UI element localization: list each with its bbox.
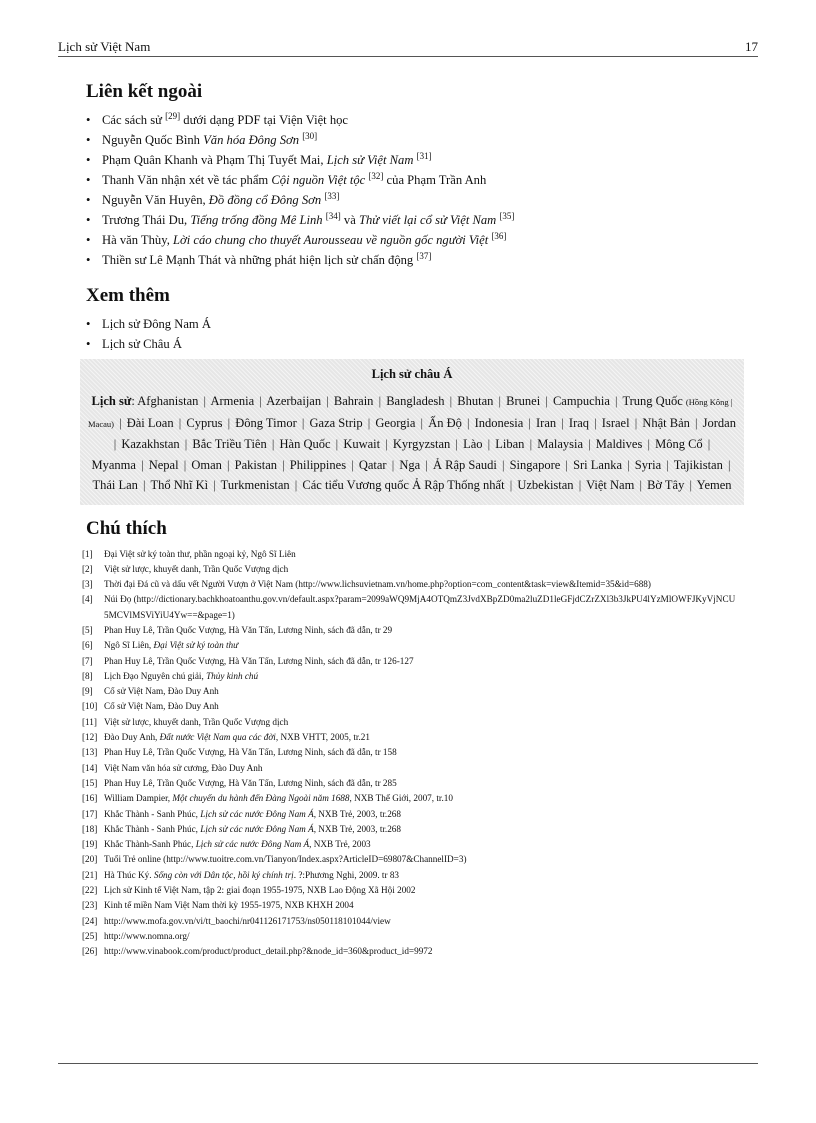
note-number[interactable]: [11] [82, 716, 97, 727]
note-number[interactable]: [6] [82, 640, 93, 651]
navbox-subnote[interactable]: (Hồng Kông | Macau) [88, 397, 733, 429]
link-text[interactable]: Nguyễn Văn Huyên, [102, 193, 209, 207]
note-item [82, 776, 736, 791]
navbox-country-link[interactable]: Iraq [568, 415, 590, 430]
note-title: Lịch sử các nước Đông Nam Á [195, 839, 310, 850]
navbox-country-link[interactable]: Đài Loan [126, 415, 174, 430]
note-number[interactable]: [26] [82, 946, 98, 957]
note-text: Núi Đọ (http://dictionary.bachkhoatoanthu.gov.vn/default.aspx?param=2099aWQ9MjA4OTQmZ3JvdXBpZD0ma2luZD1leGFjdCZrZXl3b3JkPU4lYzMlOWFJKyVjNCU5MCVlMSViYiU4Yw==&page=1) [104, 594, 736, 620]
note-number[interactable]: [15] [82, 777, 98, 788]
link-title[interactable]: Lịch sử Việt Nam [326, 153, 414, 167]
navbox-country-link[interactable]: Georgia [375, 415, 416, 430]
navbox-country-link[interactable]: Uzbekistan [517, 478, 574, 492]
external-links-section [86, 80, 736, 270]
note-number[interactable]: [18] [82, 823, 98, 834]
link-text[interactable]: Thanh Văn nhận xét về tác phẩm [102, 173, 272, 187]
note-number[interactable]: [10] [82, 701, 98, 712]
note-text: http://www.nomna.org/ [104, 930, 190, 941]
reference-mark[interactable]: [30] [302, 131, 318, 141]
reference-mark[interactable]: [37] [416, 251, 432, 261]
navbox-separator: | [213, 478, 216, 492]
navbox-country-link[interactable]: Tajikistan [673, 457, 723, 472]
note-item [82, 745, 736, 760]
note-number[interactable]: [17] [82, 808, 98, 819]
navbox-country-link[interactable]: Nga [399, 457, 421, 472]
reference-mark[interactable]: [35] [499, 211, 515, 221]
link-text[interactable]: Hà văn Thùy, [102, 233, 173, 247]
navbox-separator: | [639, 478, 642, 492]
note-item [82, 623, 736, 638]
external-link-item [86, 130, 736, 150]
link-text: và [340, 213, 359, 227]
note-item [82, 699, 736, 714]
navbox-separator: | [498, 394, 502, 408]
note-number[interactable]: [14] [82, 762, 98, 773]
navbox-country-link[interactable]: Armenia [210, 394, 255, 408]
note-item [82, 944, 736, 959]
link-title[interactable]: Văn hóa Đông Sơn [203, 133, 300, 147]
navbox-country-link[interactable]: Brunei [506, 394, 541, 408]
note-text: William Dampier, [104, 793, 173, 804]
reference-mark[interactable]: [32] [368, 171, 384, 181]
navbox-country-link[interactable]: Myanma [91, 457, 136, 472]
link-title[interactable]: Đồ đồng cổ Đông Sơn [208, 193, 322, 207]
navbox-country-link[interactable]: Gaza Strip [309, 415, 363, 430]
note-text: , NXB Trẻ, 2003, tr.268 [313, 823, 401, 834]
see-also-section [86, 284, 736, 354]
navbox-separator: | [425, 457, 428, 472]
link-title[interactable]: Tiếng trống đồng Mê Linh [190, 213, 323, 227]
navbox-separator: | [301, 415, 305, 430]
bullet-icon: • [86, 153, 91, 167]
note-text: http://www.vinabook.com/product/product_detail.php?&node_id=360&product_id=9972 [104, 946, 433, 957]
navbox-separator: | [335, 437, 339, 451]
note-item [82, 577, 736, 592]
navbox-country-link[interactable]: Kazakhstan [121, 437, 180, 451]
link-text[interactable]: Các sách sử [102, 113, 166, 127]
note-text: Việt sử lược, khuyết danh, Trần Quốc Vượng dịch [104, 716, 289, 727]
note-number[interactable]: [20] [82, 854, 98, 865]
link-title[interactable]: Lời cáo chung cho thuyết Aurousseau về nguồn gốc người Việt [173, 233, 489, 247]
navbox-country-link[interactable]: Mông Cổ [655, 437, 703, 451]
external-link-item [86, 230, 736, 250]
navbox-country-link[interactable]: Jordan [702, 415, 736, 430]
navbox-country-link[interactable]: Malaysia [537, 437, 584, 451]
note-number[interactable]: [8] [82, 670, 93, 681]
navbox-country-link[interactable]: Nhật Bản [642, 415, 690, 430]
navbox-separator: | [119, 415, 122, 430]
external-link-item [86, 110, 736, 130]
note-text: Đào Duy Anh, [104, 732, 160, 743]
navbox-separator: | [467, 415, 470, 430]
note-text: Việt sử lược, khuyết danh, Trần Quốc Vượng dịch [104, 563, 289, 574]
note-number[interactable]: [7] [82, 655, 93, 666]
note-number[interactable]: [21] [82, 869, 98, 880]
navbox-separator: | [634, 415, 638, 430]
navbox-separator: | [351, 457, 354, 472]
see-also-link[interactable]: Lịch sử Châu Á [102, 337, 182, 351]
navbox-separator: | [378, 394, 382, 408]
bullet-icon: • [86, 173, 91, 187]
navbox-country-link[interactable]: Iran [536, 415, 557, 430]
navbox-separator: | [509, 478, 513, 492]
note-item [82, 898, 736, 913]
external-links-list [86, 110, 736, 270]
navbox-separator: | [727, 457, 731, 472]
navbox-separator: | [689, 478, 692, 492]
note-text: , NXB Thế Giới, 2007, tr.10 [349, 793, 453, 804]
navbox-country-link[interactable]: Lào [463, 437, 483, 451]
note-text: Ngô Sĩ Liên, [104, 640, 154, 651]
note-number[interactable]: [5] [82, 624, 93, 635]
navbox-separator: | [695, 415, 698, 430]
note-number[interactable]: [2] [82, 563, 93, 574]
note-item [82, 761, 736, 776]
note-item [82, 822, 736, 837]
navbox-separator: | [184, 437, 188, 451]
note-text: Hà Thúc Ký. [104, 869, 154, 880]
note-text: , NXB Trẻ, 2003, tr.268 [313, 808, 401, 819]
navbox-country-link[interactable]: Nepal [148, 457, 179, 472]
note-text: Cổ sử Việt Nam, Đào Duy Anh [104, 686, 219, 697]
navbox-separator: | [449, 394, 453, 408]
navbox-separator: | [528, 415, 531, 430]
note-item [82, 547, 736, 562]
note-number[interactable]: [23] [82, 900, 98, 911]
note-text: Phan Huy Lê, Trần Quốc Vượng, Hà Văn Tấn, Lương Ninh, sách đã dẫn, tr 285 [104, 777, 397, 788]
note-text: , NXB Trẻ, 2003 [309, 839, 371, 850]
external-link-item [86, 150, 736, 170]
navbox-separator: | [707, 437, 711, 451]
note-title: Lịch sử các nước Đông Nam Á [200, 823, 314, 834]
bullet-icon: • [86, 233, 91, 247]
note-text: Việt Nam văn hóa sử cương, Đào Duy Anh [104, 762, 263, 773]
navbox-country-link[interactable]: Indonesia [474, 415, 524, 430]
navbox-separator: | [565, 457, 568, 472]
note-title: Một chuyến du hành đến Đàng Ngoài năm 1688 [172, 793, 350, 804]
running-header [58, 38, 758, 57]
bullet-icon: • [86, 317, 91, 331]
note-item [82, 868, 736, 883]
bullet-icon: • [86, 213, 91, 227]
note-text: , NXB VHTT, 2005, tr.21 [275, 732, 370, 743]
external-link-item [86, 190, 736, 210]
navbox-separator: | [487, 437, 491, 451]
page-number: 17 [745, 39, 758, 54]
navbox-country-link[interactable]: Turkmenistan [220, 478, 290, 492]
note-text: Thời đại Đá cũ và dấu vết Người Vượn ở Việt Nam (http://www.lichsuvietnam.vn/home.php?option=com_content&task=view&Itemid=35&id=688) [104, 579, 651, 590]
navbox-country-link[interactable]: Bờ Tây [647, 478, 685, 492]
navbox-country-link[interactable]: Các tiểu Vương quốc Ả Rập Thống nhất [302, 478, 505, 492]
reference-mark[interactable]: [33] [324, 191, 340, 201]
note-item [82, 592, 736, 623]
navbox-country-link[interactable]: Bhutan [457, 394, 494, 408]
navbox-separator: | [529, 437, 533, 451]
notes-section [82, 517, 736, 960]
navbox-separator: | [203, 394, 207, 408]
note-title: Thủy kinh chú [206, 670, 259, 681]
note-text: Tuổi Trẻ online (http://www.tuoitre.com.vn/Tianyon/Index.aspx?ArticleID=69807&ChannelID=3) [104, 854, 467, 865]
notes-heading: Chú thích [86, 517, 167, 539]
note-title: Lịch sử các nước Đông Nam Á [200, 808, 314, 819]
navbox-label: Lịch sử [91, 394, 132, 408]
navbox-separator: | [666, 457, 669, 472]
link-text[interactable]: Thiền sư Lê Mạnh Thát và những phát hiện lịch sử chấn động [102, 253, 414, 267]
navbox-country-link[interactable]: Philippines [289, 457, 347, 472]
note-text: Khắc Thành - Sanh Phúc, [104, 823, 201, 834]
note-text: Khắc Thành-Sanh Phúc, [104, 839, 196, 850]
note-item [82, 883, 736, 898]
note-text: Khắc Thành - Sanh Phúc, [104, 808, 201, 819]
note-number[interactable]: [24] [82, 915, 98, 926]
navbox-country-link[interactable]: Ấn Độ [428, 415, 462, 430]
note-text: http://www.mofa.gov.vn/vi/tt_baochi/nr041126171753/ns050118101044/view [104, 915, 391, 926]
navbox-separator: | [367, 415, 371, 430]
bullet-icon: • [86, 133, 91, 147]
note-item [82, 852, 736, 867]
navbox-country-link[interactable]: Bahrain [333, 394, 374, 408]
bullet-icon: • [86, 337, 91, 351]
note-text: Phan Huy Lê, Trần Quốc Vượng, Hà Văn Tấn, Lương Ninh, sách đã dẫn, tr 29 [104, 624, 393, 635]
navbox-country-link[interactable]: Sri Lanka [573, 457, 623, 472]
note-text: Đại Việt sử ký toàn thư, phần ngoại kỷ, Ngô Sĩ Liên [104, 548, 296, 559]
external-link-item [86, 170, 736, 190]
note-item [82, 654, 736, 669]
link-text: dưới dạng PDF tại Viện Việt học [180, 113, 349, 127]
note-text: Lịch sử Kinh tế Việt Nam, tập 2: giai đoạn 1955-1975, NXB Lao Động Xã Hội 2002 [104, 885, 416, 896]
navbox-separator: | [588, 437, 591, 451]
note-text: . ?:Phương Nghi, 2009. tr 83 [293, 869, 400, 880]
note-number[interactable]: [9] [82, 686, 93, 697]
link-text: của Phạm Trần Anh [383, 173, 487, 187]
navbox-separator: | [143, 478, 146, 492]
note-item [82, 730, 736, 745]
note-number[interactable]: [19] [82, 839, 98, 850]
navbox-country-link[interactable]: Ả Rập Saudi [432, 457, 497, 472]
link-title[interactable]: Thử viết lại cổ sử Việt Nam [358, 213, 497, 227]
note-item [82, 715, 736, 730]
note-number[interactable]: [1] [82, 548, 93, 559]
navbox-title[interactable]: Lịch sử châu Á [371, 367, 453, 381]
note-number[interactable]: [12] [82, 732, 98, 743]
navbox-separator: | [561, 415, 564, 430]
navbox-country-link[interactable]: Trung Quốc [622, 394, 683, 408]
navbox-links [88, 391, 736, 496]
reference-mark[interactable]: [29] [165, 111, 181, 121]
navbox-country-link[interactable]: Cyprus [186, 415, 223, 430]
navbox-country-link[interactable]: Việt Nam [586, 478, 635, 492]
navbox-separator: | [282, 457, 285, 472]
note-number[interactable]: [4] [82, 594, 93, 605]
note-number[interactable]: [3] [82, 579, 93, 590]
note-title: Đất nước Việt Nam qua các đời [159, 732, 276, 743]
see-also-item [86, 334, 736, 354]
link-text[interactable]: Trương Thái Du, [102, 213, 191, 227]
navbox-country-link[interactable]: Kyrgyzstan [392, 437, 451, 451]
note-text: Lịch Đạo Nguyên chú giải, [104, 670, 207, 681]
navbox-country-link[interactable]: Pakistan [234, 457, 278, 472]
navbox-country-link[interactable]: Maldives [595, 437, 643, 451]
navbox-separator: | [545, 394, 548, 408]
navbox-separator: | [141, 457, 144, 472]
navbox-country-link[interactable]: Yemen [696, 478, 732, 492]
navbox-separator: | [183, 457, 187, 472]
navbox-country-link[interactable]: Israel [601, 415, 630, 430]
bullet-icon: • [86, 113, 91, 127]
navbox-country-link[interactable]: Kuwait [343, 437, 381, 451]
note-item [82, 837, 736, 852]
navbox-separator: | [501, 457, 505, 472]
asia-history-navbox [80, 359, 744, 505]
navbox-separator: | [627, 457, 630, 472]
navbox-separator: | [420, 415, 424, 430]
navbox-separator: | [271, 437, 275, 451]
navbox-country-link[interactable]: Afghanistan [137, 394, 199, 408]
navbox-separator: | [385, 437, 388, 451]
navbox-country-link[interactable]: Singapore [509, 457, 561, 472]
navbox-separator: | [178, 415, 182, 430]
note-number[interactable]: [16] [82, 793, 98, 804]
navbox-country-link[interactable]: Bắc Triều Tiên [192, 437, 267, 451]
navbox-country-link[interactable]: Azerbaijan [266, 394, 322, 408]
link-title[interactable]: Cội nguồn Việt tộc [271, 173, 366, 187]
running-title: Lịch sử Việt Nam [58, 39, 151, 54]
note-text: Cổ sử Việt Nam, Đào Duy Anh [104, 701, 219, 712]
navbox-separator: | [259, 394, 262, 408]
navbox-country-link[interactable]: Đông Timor [235, 415, 297, 430]
note-item [82, 562, 736, 577]
navbox-separator: | [326, 394, 329, 408]
navbox-country-link[interactable]: Hàn Quốc [279, 437, 331, 451]
note-text: Kinh tế miền Nam Việt Nam thời kỳ 1955-1975, NXB KHXH 2004 [104, 900, 354, 911]
navbox-separator: | [227, 457, 230, 472]
note-title: Đại Việt sử ký toàn thư [153, 640, 239, 651]
navbox-separator: | [578, 478, 582, 492]
note-text: Phan Huy Lê, Trần Quốc Vượng, Hà Văn Tấn, Lương Ninh, sách đã dẫn, tr 126-127 [104, 655, 414, 666]
navbox-country-link[interactable]: Liban [495, 437, 525, 451]
navbox-separator: | [391, 457, 395, 472]
see-also-item [86, 314, 736, 334]
external-link-item [86, 250, 736, 270]
note-number[interactable]: [25] [82, 930, 98, 941]
navbox-separator: | [455, 437, 458, 451]
reference-mark[interactable]: [34] [325, 211, 341, 221]
navbox-colon: : [131, 394, 135, 408]
note-item [82, 684, 736, 699]
bullet-icon: • [86, 193, 91, 207]
reference-mark[interactable]: [31] [416, 151, 432, 161]
navbox-country-link[interactable]: Thổ Nhĩ Kì [150, 478, 209, 492]
note-item [82, 638, 736, 653]
bullet-icon: • [86, 253, 91, 267]
note-item [82, 914, 736, 929]
navbox-separator: | [294, 478, 298, 492]
see-also-heading: Xem thêm [86, 285, 170, 306]
see-also-list [86, 314, 736, 354]
navbox-country-link[interactable]: Bangladesh [386, 394, 445, 408]
reference-mark[interactable]: [36] [491, 231, 507, 241]
external-links-heading: Liên kết ngoài [86, 81, 203, 102]
note-number[interactable]: [22] [82, 885, 98, 896]
note-item [82, 791, 736, 806]
note-title: Sống còn với Dân tộc, hồi ký chính trị [153, 869, 294, 880]
note-text: Phan Huy Lê, Trần Quốc Vượng, Hà Văn Tấn, Lương Ninh, sách đã dẫn, tr 158 [104, 747, 397, 758]
note-item [82, 807, 736, 822]
link-text[interactable]: Nguyễn Quốc Bình [102, 133, 204, 147]
navbox-separator: | [615, 394, 618, 408]
navbox-separator: | [227, 415, 231, 430]
navbox-country-link[interactable]: Thái Lan [92, 478, 138, 492]
navbox-country-link[interactable]: Oman [191, 457, 222, 472]
navbox-separator: | [647, 437, 650, 451]
note-item [82, 929, 736, 944]
link-text[interactable]: Phạm Quân Khanh và Phạm Thị Tuyết Mai, [102, 153, 327, 167]
notes-list [82, 547, 736, 960]
footer-rule [58, 1063, 758, 1064]
external-link-item [86, 210, 736, 230]
navbox-separator: | [113, 437, 117, 451]
page-content [82, 80, 736, 960]
navbox-country-link[interactable]: Campuchia [552, 394, 610, 408]
note-item [82, 669, 736, 684]
navbox-country-link[interactable]: Qatar [358, 457, 387, 472]
see-also-link[interactable]: Lịch sử Đông Nam Á [102, 317, 211, 331]
navbox-separator: | [594, 415, 597, 430]
navbox-country-link[interactable]: Syria [634, 457, 662, 472]
note-number[interactable]: [13] [82, 747, 98, 758]
